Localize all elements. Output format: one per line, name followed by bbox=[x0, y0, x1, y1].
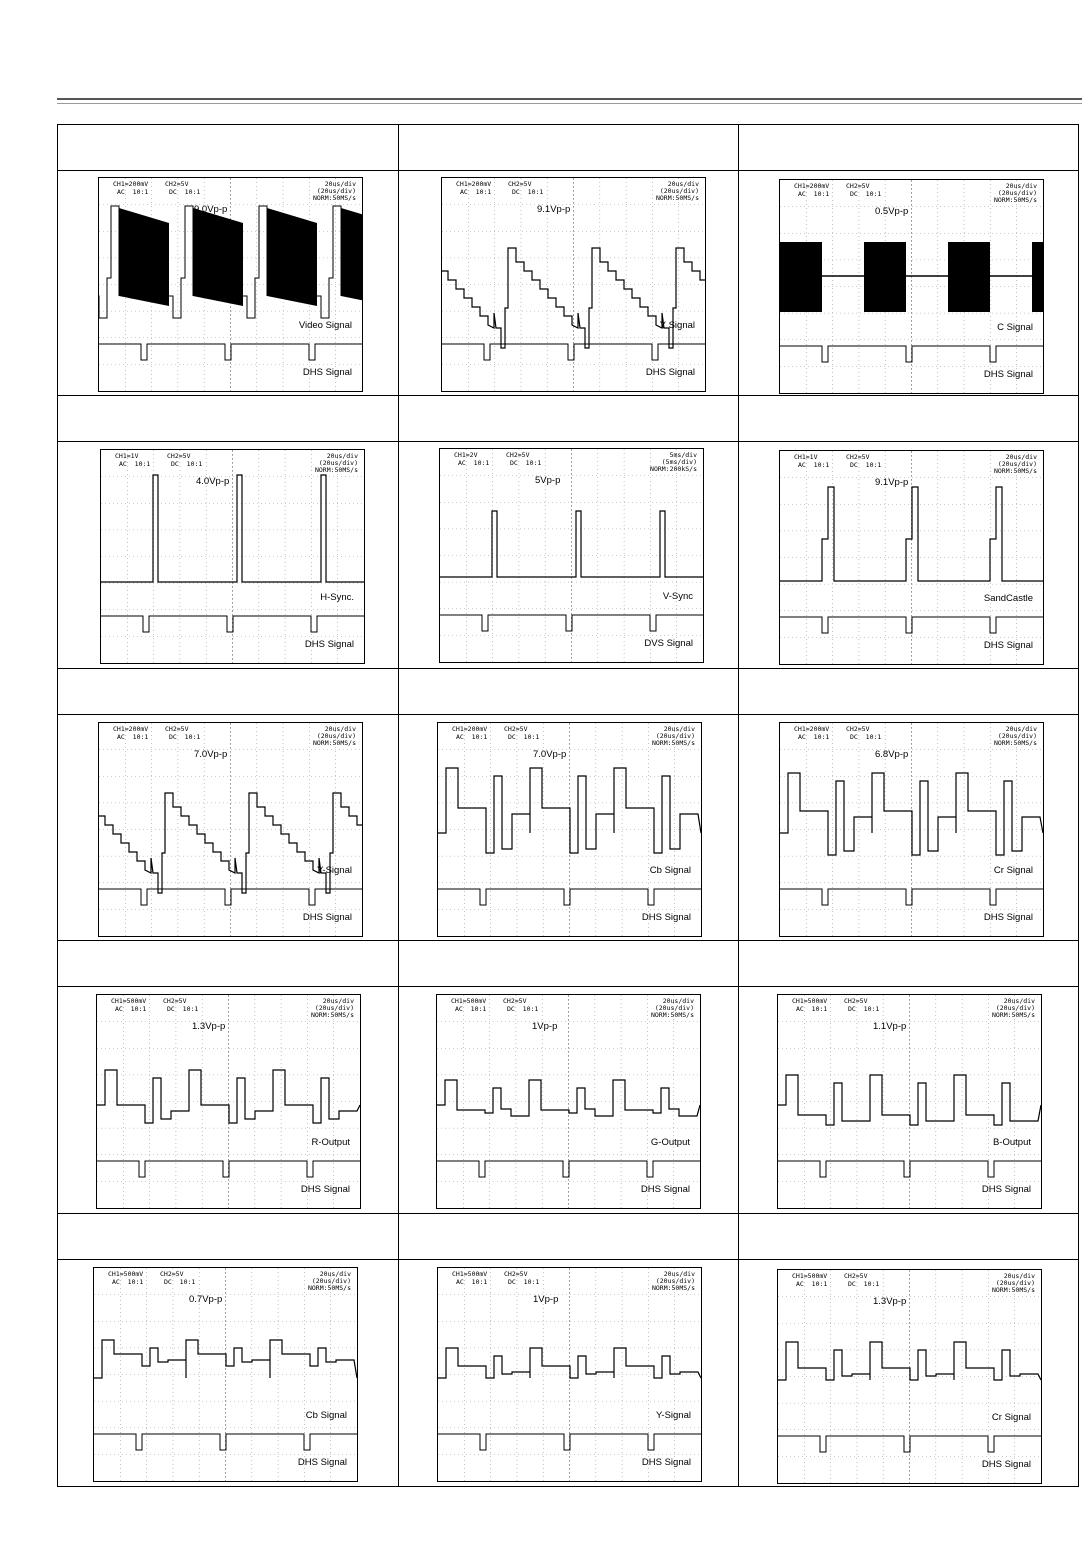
timebase-readout bbox=[650, 452, 697, 473]
waveform-table bbox=[57, 124, 1078, 1486]
ch2-coupling: DC 10:1 bbox=[850, 461, 882, 469]
ch1-scale: CH1=200mV bbox=[456, 180, 492, 188]
ch2-scale: CH2=5V bbox=[844, 1272, 868, 1280]
ch1-waveform bbox=[99, 206, 362, 318]
scope-graticule bbox=[437, 995, 700, 1208]
caption-cell bbox=[57, 1213, 399, 1260]
waveform-cell bbox=[738, 986, 1079, 1214]
ch1-scale: CH1=200mV bbox=[113, 180, 149, 188]
caption-cell bbox=[398, 668, 739, 715]
timebase-readout bbox=[994, 454, 1037, 475]
signal-name-label: V-Sync bbox=[662, 591, 693, 602]
signal-name-label: Cr Signal bbox=[993, 865, 1033, 876]
ch2-coupling: DC 10:1 bbox=[850, 733, 882, 741]
ch1-scale: CH1=500mV bbox=[452, 1270, 488, 1278]
timebase-readout bbox=[308, 1271, 351, 1292]
timebase: 20us/div bbox=[1005, 182, 1037, 190]
timebase: 20us/div bbox=[322, 997, 354, 1005]
timebase-paren: (20us/div) bbox=[997, 460, 1037, 468]
caption-cell bbox=[57, 940, 399, 987]
scope-graticule bbox=[438, 1268, 701, 1481]
timebase: 20us/div bbox=[1005, 453, 1037, 461]
timebase-paren: (20us/div) bbox=[997, 732, 1037, 740]
ch2-reference-waveform bbox=[780, 889, 1043, 905]
sample-rate: NORM:50MS/s bbox=[991, 1286, 1035, 1294]
amplitude-label: 4.0Vp-p bbox=[196, 476, 230, 487]
signal-name-label: Cr Signal bbox=[991, 1412, 1031, 1423]
amplitude-label: 5Vp-p bbox=[535, 475, 561, 486]
ch1-scale: CH1=500mV bbox=[108, 1270, 144, 1278]
oscilloscope-screen bbox=[777, 1269, 1042, 1484]
caption-cell bbox=[398, 1213, 739, 1260]
oscilloscope-screen bbox=[96, 994, 361, 1209]
signal-name-label: B-Output bbox=[992, 1137, 1031, 1148]
waveform-cell bbox=[738, 714, 1079, 941]
amplitude-label: 1.3Vp-p bbox=[192, 1021, 226, 1032]
ch1-coupling: AC 10:1 bbox=[798, 190, 830, 198]
ch1-coupling: AC 10:1 bbox=[456, 1278, 488, 1286]
ch2-scale: CH2=5V bbox=[503, 997, 527, 1005]
scope-graticule bbox=[101, 450, 364, 663]
caption-cell bbox=[738, 668, 1079, 715]
reference-signal-label: DHS Signal bbox=[645, 367, 695, 378]
ch1-scale: CH1=200mV bbox=[452, 725, 488, 733]
signal-name-label: Video Signal bbox=[298, 320, 352, 331]
sample-rate: NORM:50MS/s bbox=[993, 467, 1037, 475]
signal-name-label: G-Output bbox=[650, 1137, 690, 1148]
ch2-coupling: DC 10:1 bbox=[508, 733, 540, 741]
timebase-paren: (5ms/div) bbox=[661, 458, 697, 466]
ch2-scale: CH2=5V bbox=[846, 725, 870, 733]
ch2-reference-waveform bbox=[99, 344, 362, 360]
ch1-coupling: AC 10:1 bbox=[798, 461, 830, 469]
scope-graticule bbox=[99, 178, 362, 391]
ch2-scale: CH2=5V bbox=[163, 997, 187, 1005]
ch1-scale: CH1=2V bbox=[454, 451, 478, 459]
ch1-waveform bbox=[780, 487, 1043, 581]
oscilloscope-screen bbox=[93, 1267, 358, 1482]
ch2-reference-waveform bbox=[94, 1434, 357, 1450]
sample-rate: NORM:50MS/s bbox=[310, 1011, 354, 1019]
ch2-scale: CH2=5V bbox=[846, 453, 870, 461]
caption-cell bbox=[57, 668, 399, 715]
ch2-scale: CH2=5V bbox=[160, 1270, 184, 1278]
waveform-cell bbox=[57, 714, 399, 941]
timebase-readout bbox=[311, 998, 354, 1019]
amplitude-label: 0.5Vp-p bbox=[875, 206, 909, 217]
oscilloscope-screen bbox=[100, 449, 365, 664]
signal-name-label: C Signal bbox=[997, 322, 1033, 333]
ch2-reference-waveform bbox=[437, 1161, 700, 1177]
timebase-readout bbox=[651, 998, 694, 1019]
signal-name-label: Y Signal bbox=[659, 320, 695, 331]
ch2-coupling: DC 10:1 bbox=[848, 1005, 880, 1013]
ch2-scale: CH2=5V bbox=[504, 1270, 528, 1278]
oscilloscope-screen bbox=[441, 177, 706, 392]
top-rule-thin bbox=[57, 103, 1082, 104]
ch2-reference-waveform bbox=[778, 1436, 1041, 1452]
signal-name-label: Y-Signal bbox=[316, 865, 352, 876]
timebase-readout bbox=[652, 1271, 695, 1292]
amplitude-label: 9.1Vp-p bbox=[875, 477, 909, 488]
oscilloscope-screen bbox=[777, 994, 1042, 1209]
timebase-paren: (20us/div) bbox=[314, 1004, 354, 1012]
ch1-scale: CH1=1V bbox=[794, 453, 818, 461]
sample-rate: NORM:50MS/s bbox=[991, 1011, 1035, 1019]
ch1-scale: CH1=1V bbox=[115, 452, 139, 460]
timebase-paren: (20us/div) bbox=[311, 1277, 351, 1285]
scope-graticule bbox=[780, 723, 1043, 936]
ch1-scale: CH1=200mV bbox=[794, 182, 830, 190]
ch2-reference-waveform bbox=[99, 889, 362, 905]
caption-cell bbox=[738, 395, 1079, 442]
caption-cell bbox=[398, 395, 739, 442]
signal-name-label: R-Output bbox=[311, 1137, 350, 1148]
timebase-paren: (20us/div) bbox=[997, 189, 1037, 197]
ch2-reference-waveform bbox=[97, 1161, 360, 1177]
ch2-coupling: DC 10:1 bbox=[164, 1278, 196, 1286]
signal-name-label: Y-Signal bbox=[655, 1410, 691, 1421]
ch1-coupling: AC 10:1 bbox=[117, 188, 149, 196]
ch1-coupling: AC 10:1 bbox=[798, 733, 830, 741]
ch2-scale: CH2=5V bbox=[167, 452, 191, 460]
scope-graticule bbox=[780, 451, 1043, 664]
ch1-coupling: AC 10:1 bbox=[796, 1005, 828, 1013]
ch2-reference-waveform bbox=[780, 346, 1043, 362]
ch2-reference-waveform bbox=[440, 615, 703, 631]
scope-graticule bbox=[438, 723, 701, 936]
oscilloscope-screen bbox=[439, 448, 704, 663]
scope-graticule bbox=[440, 449, 703, 662]
sample-rate: NORM:50MS/s bbox=[312, 194, 356, 202]
sample-rate: NORM:50MS/s bbox=[993, 196, 1037, 204]
timebase-paren: (20us/div) bbox=[655, 1277, 695, 1285]
reference-signal-label: DHS Signal bbox=[983, 369, 1033, 380]
signal-name-label: Cb Signal bbox=[649, 865, 691, 876]
timebase: 20us/div bbox=[667, 180, 699, 188]
timebase: 20us/div bbox=[1005, 725, 1037, 733]
waveform-cell bbox=[398, 441, 739, 669]
waveform-cell bbox=[738, 441, 1079, 669]
oscilloscope-screen bbox=[779, 450, 1044, 665]
timebase-readout bbox=[315, 453, 358, 474]
amplitude-label: 1.3Vp-p bbox=[873, 1296, 907, 1307]
oscilloscope-screen bbox=[98, 722, 363, 937]
ch1-coupling: AC 10:1 bbox=[460, 188, 492, 196]
oscilloscope-screen bbox=[437, 722, 702, 937]
timebase-readout bbox=[992, 998, 1035, 1019]
sample-rate: NORM:50MS/s bbox=[655, 194, 699, 202]
timebase-paren: (20us/div) bbox=[995, 1279, 1035, 1287]
reference-signal-label: DHS Signal bbox=[300, 1184, 350, 1195]
ch1-waveform bbox=[440, 511, 703, 577]
oscilloscope-screen bbox=[779, 722, 1044, 937]
waveform-cell bbox=[57, 1259, 399, 1487]
ch2-coupling: DC 10:1 bbox=[169, 188, 201, 196]
timebase-readout bbox=[313, 181, 356, 202]
timebase: 5ms/div bbox=[669, 451, 697, 459]
waveform-cell bbox=[398, 1259, 739, 1487]
amplitude-label: 1.1Vp-p bbox=[873, 1021, 907, 1032]
ch1-coupling: AC 10:1 bbox=[456, 733, 488, 741]
amplitude-label: 6.8Vp-p bbox=[875, 749, 909, 760]
sample-rate: NORM:50MS/s bbox=[650, 1011, 694, 1019]
ch2-reference-waveform bbox=[101, 616, 364, 632]
ch2-coupling: DC 10:1 bbox=[508, 1278, 540, 1286]
reference-signal-label: DHS Signal bbox=[302, 367, 352, 378]
timebase-readout bbox=[313, 726, 356, 747]
caption-cell bbox=[57, 124, 399, 171]
timebase: 20us/div bbox=[324, 180, 356, 188]
ch2-scale: CH2=5V bbox=[508, 180, 532, 188]
timebase: 20us/div bbox=[662, 997, 694, 1005]
ch2-coupling: DC 10:1 bbox=[167, 1005, 199, 1013]
signal-name-label: Cb Signal bbox=[305, 1410, 347, 1421]
reference-signal-label: DVS Signal bbox=[644, 638, 693, 649]
caption-cell bbox=[738, 940, 1079, 987]
sample-rate: NORM:50MS/s bbox=[651, 1284, 695, 1292]
ch2-scale: CH2=5V bbox=[165, 180, 189, 188]
ch2-coupling: DC 10:1 bbox=[510, 459, 542, 467]
waveform-cell bbox=[398, 170, 739, 396]
ch2-coupling: DC 10:1 bbox=[169, 733, 201, 741]
ch2-scale: CH2=5V bbox=[844, 997, 868, 1005]
amplitude-label: 0.7Vp-p bbox=[189, 1294, 223, 1305]
scope-graticule bbox=[778, 1270, 1041, 1483]
waveform-cell bbox=[398, 986, 739, 1214]
ch1-scale: CH1=500mV bbox=[792, 997, 828, 1005]
timebase-paren: (20us/div) bbox=[995, 1004, 1035, 1012]
ch2-coupling: DC 10:1 bbox=[848, 1280, 880, 1288]
reference-signal-label: DHS Signal bbox=[981, 1184, 1031, 1195]
timebase-paren: (20us/div) bbox=[318, 459, 358, 467]
ch2-coupling: DC 10:1 bbox=[507, 1005, 539, 1013]
timebase-paren: (20us/div) bbox=[316, 732, 356, 740]
scope-graticule bbox=[778, 995, 1041, 1208]
ch1-waveform bbox=[437, 1080, 700, 1116]
caption-cell bbox=[738, 124, 1079, 171]
sample-rate: NORM:50MS/s bbox=[307, 1284, 351, 1292]
amplitude-label: 7.0Vp-p bbox=[194, 749, 228, 760]
timebase: 20us/div bbox=[319, 1270, 351, 1278]
timebase-readout bbox=[656, 181, 699, 202]
scope-graticule bbox=[94, 1268, 357, 1481]
ch2-scale: CH2=5V bbox=[506, 451, 530, 459]
ch2-reference-waveform bbox=[778, 1161, 1041, 1177]
waveform-cell bbox=[57, 170, 399, 396]
ch2-coupling: DC 10:1 bbox=[171, 460, 203, 468]
waveform-cell bbox=[398, 714, 739, 941]
caption-cell bbox=[398, 940, 739, 987]
ch1-scale: CH1=500mV bbox=[111, 997, 147, 1005]
ch2-coupling: DC 10:1 bbox=[850, 190, 882, 198]
ch1-scale: CH1=200mV bbox=[113, 725, 149, 733]
ch2-reference-waveform bbox=[780, 617, 1043, 633]
scope-graticule bbox=[99, 723, 362, 936]
reference-signal-label: DHS Signal bbox=[983, 912, 1033, 923]
oscilloscope-screen bbox=[437, 1267, 702, 1482]
reference-signal-label: DHS Signal bbox=[641, 1457, 691, 1468]
reference-signal-label: DHS Signal bbox=[304, 639, 354, 650]
signal-name-label: SandCastle bbox=[983, 593, 1033, 604]
oscilloscope-screen bbox=[98, 177, 363, 392]
sample-rate: NORM:50MS/s bbox=[312, 739, 356, 747]
signal-name-label: H-Sync. bbox=[320, 592, 354, 603]
amplitude-label: 1Vp-p bbox=[533, 1294, 559, 1305]
reference-signal-label: DHS Signal bbox=[983, 640, 1033, 651]
ch1-coupling: AC 10:1 bbox=[796, 1280, 828, 1288]
amplitude-label: 9.0Vp-p bbox=[194, 204, 228, 215]
ch2-reference-waveform bbox=[442, 344, 705, 360]
reference-signal-label: DHS Signal bbox=[981, 1459, 1031, 1470]
timebase: 20us/div bbox=[1003, 1272, 1035, 1280]
ch2-reference-waveform bbox=[438, 889, 701, 905]
oscilloscope-screen bbox=[779, 179, 1044, 394]
scope-graticule bbox=[442, 178, 705, 391]
timebase-readout bbox=[992, 1273, 1035, 1294]
oscilloscope-screen bbox=[436, 994, 701, 1209]
amplitude-label: 9.1Vp-p bbox=[537, 204, 571, 215]
ch1-scale: CH1=500mV bbox=[451, 997, 487, 1005]
caption-cell bbox=[398, 124, 739, 171]
timebase: 20us/div bbox=[663, 1270, 695, 1278]
ch2-scale: CH2=5V bbox=[504, 725, 528, 733]
ch2-scale: CH2=5V bbox=[846, 182, 870, 190]
timebase: 20us/div bbox=[326, 452, 358, 460]
caption-cell bbox=[738, 1213, 1079, 1260]
waveform-cell bbox=[738, 170, 1079, 396]
ch1-coupling: AC 10:1 bbox=[455, 1005, 487, 1013]
timebase: 20us/div bbox=[1003, 997, 1035, 1005]
sample-rate: NORM:200kS/s bbox=[650, 465, 697, 473]
scope-graticule bbox=[780, 180, 1043, 393]
reference-signal-label: DHS Signal bbox=[297, 1457, 347, 1468]
ch1-coupling: AC 10:1 bbox=[119, 460, 151, 468]
ch1-scale: CH1=500mV bbox=[792, 1272, 828, 1280]
timebase-paren: (20us/div) bbox=[654, 1004, 694, 1012]
ch1-coupling: AC 10:1 bbox=[112, 1278, 144, 1286]
timebase-paren: (20us/div) bbox=[659, 187, 699, 195]
ch1-coupling: AC 10:1 bbox=[115, 1005, 147, 1013]
reference-signal-label: DHS Signal bbox=[641, 912, 691, 923]
sample-rate: NORM:50MS/s bbox=[993, 739, 1037, 747]
ch1-waveform bbox=[780, 773, 1043, 855]
waveform-cell bbox=[57, 441, 399, 669]
reference-signal-label: DHS Signal bbox=[302, 912, 352, 923]
timebase: 20us/div bbox=[324, 725, 356, 733]
timebase: 20us/div bbox=[663, 725, 695, 733]
ch2-reference-waveform bbox=[438, 1434, 701, 1450]
ch1-coupling: AC 10:1 bbox=[117, 733, 149, 741]
sample-rate: NORM:50MS/s bbox=[651, 739, 695, 747]
waveform-cell bbox=[57, 986, 399, 1214]
ch2-coupling: DC 10:1 bbox=[512, 188, 544, 196]
timebase-readout bbox=[994, 726, 1037, 747]
amplitude-label: 7.0Vp-p bbox=[533, 749, 567, 760]
ch1-coupling: AC 10:1 bbox=[458, 459, 490, 467]
top-rule bbox=[57, 98, 1082, 100]
reference-signal-label: DHS Signal bbox=[640, 1184, 690, 1195]
ch2-scale: CH2=5V bbox=[165, 725, 189, 733]
amplitude-label: 1Vp-p bbox=[532, 1021, 558, 1032]
waveform-cell bbox=[738, 1259, 1079, 1487]
timebase-readout bbox=[994, 183, 1037, 204]
timebase-paren: (20us/div) bbox=[316, 187, 356, 195]
sample-rate: NORM:50MS/s bbox=[314, 466, 358, 474]
scope-graticule bbox=[97, 995, 360, 1208]
timebase-paren: (20us/div) bbox=[655, 732, 695, 740]
caption-cell bbox=[57, 395, 399, 442]
ch1-scale: CH1=200mV bbox=[794, 725, 830, 733]
timebase-readout bbox=[652, 726, 695, 747]
